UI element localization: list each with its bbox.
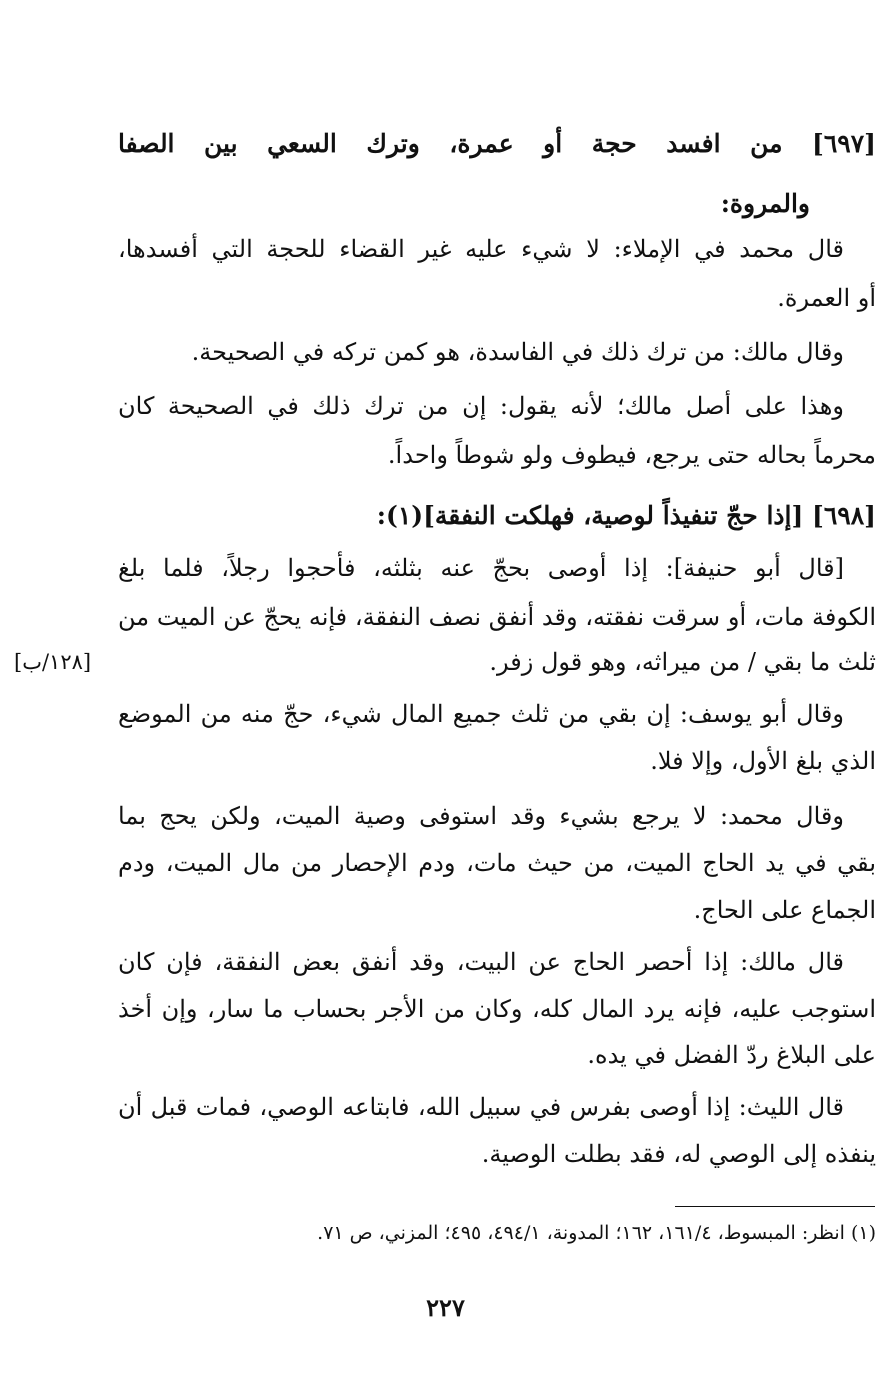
paragraph-line: الكوفة مات، أو سرقت نفقته، وقد أنفق نصف النفقة، فإنه يحجّ عن الميت من bbox=[118, 603, 876, 631]
paragraph-line: قال محمد في الإملاء: لا شيء عليه غير القضاء للحجة التي أفسدها، bbox=[118, 235, 844, 263]
paragraph-line: وقال أبو يوسف: إن بقي من ثلث جميع المال شيء، حجّ منه من الموضع bbox=[118, 700, 844, 728]
paragraph-line: [قال أبو حنيفة]: إذا أوصى بحجّ عنه بثلثه، فأحجوا رجلاً، فلما بلغ bbox=[118, 554, 844, 582]
paragraph-line: محرماً بحاله حتى يرجع، فيطوف ولو شوطاً واحداً. bbox=[387, 441, 876, 469]
paragraph-line: الذي بلغ الأول، وإلا فلا. bbox=[650, 747, 876, 775]
footnote-separator bbox=[675, 1206, 875, 1207]
paragraph-line: استوجب عليه، فإنه يرد المال كله، وكان من الأجر بحساب ما سار، وإن أخذ bbox=[118, 995, 876, 1023]
paragraph-line: على البلاغ ردّ الفضل في يده. bbox=[587, 1041, 876, 1069]
page-number: ٢٢٧ bbox=[426, 1293, 465, 1322]
paragraph-line: وهذا على أصل مالك؛ لأنه يقول: إن من ترك ذلك في الصحيحة كان bbox=[118, 392, 844, 420]
paragraph-line: وقال محمد: لا يرجع بشيء وقد استوفى وصية الميت، ولكن يحج بما bbox=[118, 802, 844, 830]
section-heading-698: [٦٩٨] [إذا حجّ تنفيذاً لوصية، فهلكت النفقة](١): bbox=[376, 501, 876, 530]
paragraph-line: أو العمرة. bbox=[777, 284, 876, 312]
section-heading-697: [٦٩٧] من افسد حجة أو عمرة، وترك السعي بين الصفا bbox=[118, 129, 876, 158]
paragraph-line: قال الليث: إذا أوصى بفرس في سبيل الله، فابتاعه الوصي، فمات قبل أن bbox=[118, 1093, 844, 1121]
section-heading-697-continued: والمروة: bbox=[720, 189, 810, 218]
paragraph-line: وقال مالك: من ترك ذلك في الفاسدة، هو كمن تركه في الصحيحة. bbox=[191, 338, 844, 366]
footnote: (١) انظر: المبسوط، ١٦١/٤، ١٦٢؛ المدونة، ٤٩٤/١، ٤٩٥؛ المزني، ص ٧١. bbox=[317, 1222, 876, 1244]
paragraph-line: قال مالك: إذا أحصر الحاج عن البيت، وقد أنفق بعض النفقة، فإن كان bbox=[118, 948, 844, 976]
paragraph-line: الجماع على الحاج. bbox=[693, 896, 876, 924]
folio-margin-note: [١٢٨/ب] bbox=[14, 650, 92, 674]
paragraph-line: ينفذه إلى الوصي له، فقد بطلت الوصية. bbox=[481, 1140, 876, 1168]
paragraph-line: ثلث ما بقي / من ميراثه، وهو قول زفر. bbox=[489, 648, 876, 676]
paragraph-line: بقي في يد الحاج الميت، من حيث مات، ودم الإحصار من مال الميت، ودم bbox=[118, 849, 876, 877]
